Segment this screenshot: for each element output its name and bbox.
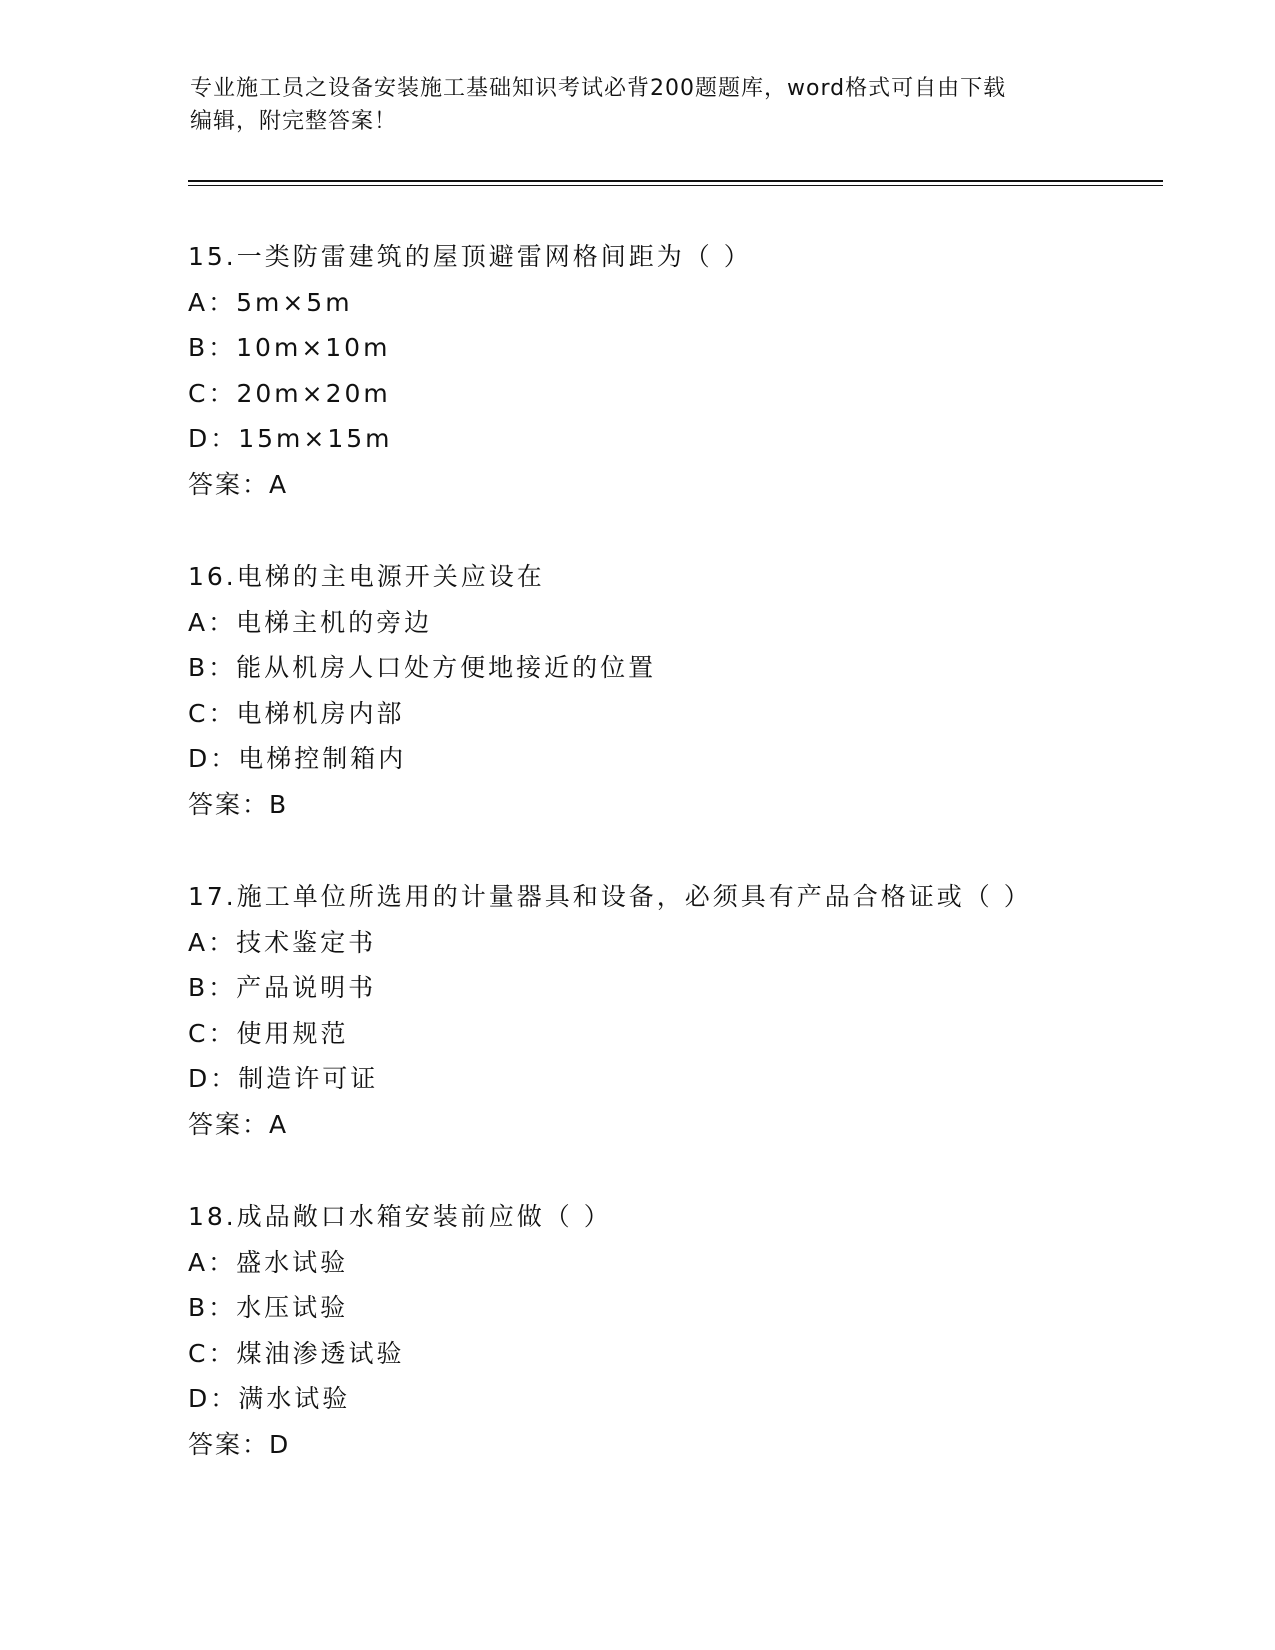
option-b: B：产品说明书 xyxy=(188,973,377,1002)
answer-line: 答案：D xyxy=(188,1429,291,1459)
question-title: 15.一类防雷建筑的屋顶避雷网格间距为（ ） xyxy=(188,242,752,271)
question-16 xyxy=(188,554,1138,827)
question-18 xyxy=(188,1194,1138,1467)
option-d: D：满水试验 xyxy=(188,1384,351,1413)
question-15 xyxy=(188,234,1138,507)
option-d: D：15m×15m xyxy=(188,424,393,453)
option-b: B：10m×10m xyxy=(188,333,391,362)
question-title: 17.施工单位所选用的计量器具和设备，必须具有产品合格证或（ ） xyxy=(188,882,1032,911)
document-header xyxy=(190,72,1090,138)
question-title: 18.成品敞口水箱安装前应做（ ） xyxy=(188,1202,612,1231)
answer-line: 答案：B xyxy=(188,789,289,819)
header-divider-thin xyxy=(188,185,1163,186)
option-c: C：20m×20m xyxy=(188,378,391,408)
header-divider-thick xyxy=(188,180,1163,182)
option-a: A：技术鉴定书 xyxy=(188,927,377,957)
header-title-line-2: 编辑，附完整答案！ xyxy=(190,109,398,134)
option-b: B：能从机房人口处方便地接近的位置 xyxy=(188,653,657,682)
question-17 xyxy=(188,874,1138,1147)
option-c: C：使用规范 xyxy=(188,1018,349,1048)
option-c: C：电梯机房内部 xyxy=(188,698,405,728)
option-d: D：电梯控制箱内 xyxy=(188,744,407,773)
option-a: A：盛水试验 xyxy=(188,1247,349,1277)
header-title-line-1: 专业施工员之设备安装施工基础知识考试必背200题题库，word格式可自由下载 xyxy=(190,76,1007,101)
option-c: C：煤油渗透试验 xyxy=(188,1338,405,1368)
option-b: B：水压试验 xyxy=(188,1293,349,1322)
option-a: A：电梯主机的旁边 xyxy=(188,607,433,637)
option-a: A：5m×5m xyxy=(188,287,353,317)
question-title: 16.电梯的主电源开关应设在 xyxy=(188,562,545,591)
answer-line: 答案：A xyxy=(188,469,289,499)
answer-line: 答案：A xyxy=(188,1109,289,1139)
option-d: D：制造许可证 xyxy=(188,1064,379,1093)
